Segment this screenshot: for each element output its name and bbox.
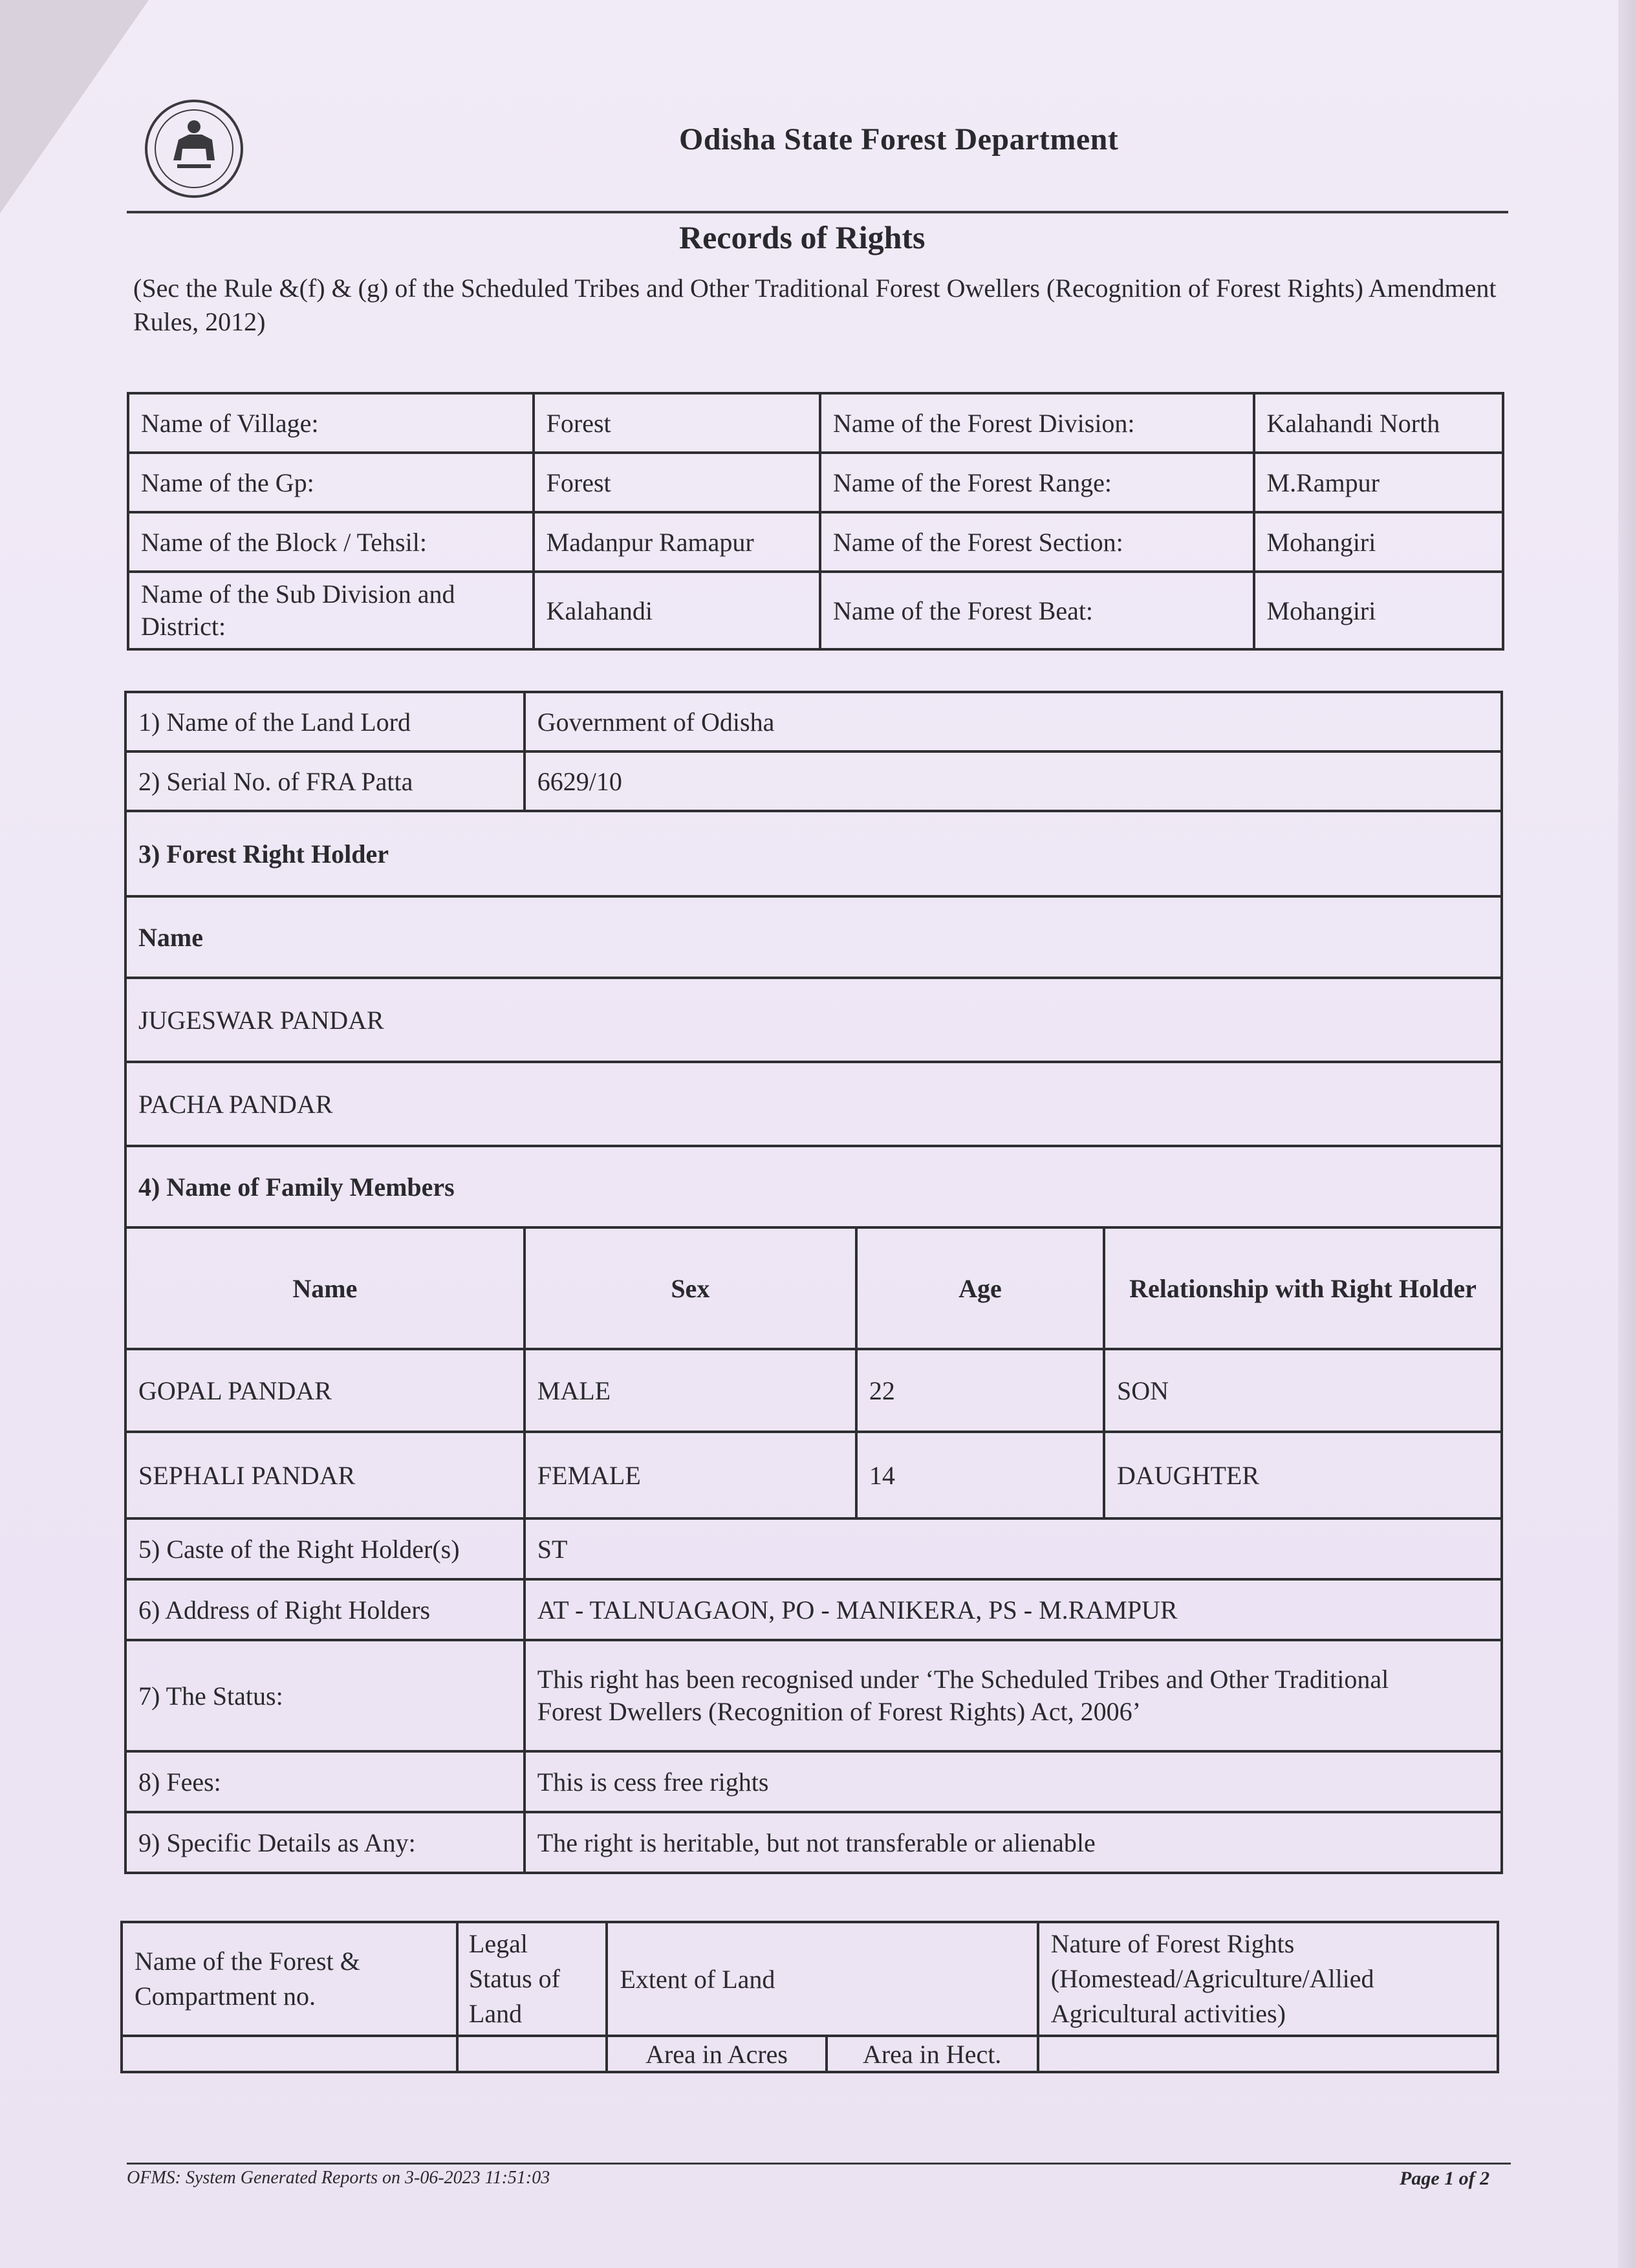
block-value: Madanpur Ramapur [534,512,820,572]
odisha-emblem-icon [142,97,246,200]
caste-label: 5) Caste of the Right Holder(s) [125,1518,525,1579]
block-label: Name of the Block / Tehsil: [128,512,534,572]
serial-value: 6629/10 [525,751,1502,811]
family-members-heading: 4) Name of Family Members [125,1146,1502,1227]
beat-label: Name of the Forest Beat: [820,572,1254,649]
status-label: 7) The Status: [125,1640,525,1751]
family-col-sex: Sex [525,1227,856,1349]
land-details-table [120,1921,1499,2073]
specific-details-value: The right is heritable, but not transferable or alienable [525,1812,1502,1873]
nature-of-rights-cell [1038,2036,1498,2072]
range-label: Name of the Forest Range: [820,453,1254,512]
document-title: Records of Rights [679,219,926,255]
holder-name-heading: Name [125,896,1502,978]
holder-name-row: PACHA PANDAR [125,1062,1502,1146]
landlord-value: Government of Odisha [525,692,1502,751]
family-col-name: Name [125,1227,525,1349]
document-subtitle: (Sec the Rule &(f) & (g) of the Scheduled Tribes and Other Traditional Forest Owellers (Recognition of Forest Rights) Amendment Rules, 2012) [133,274,1497,336]
specific-details-label: 9) Specific Details as Any: [125,1812,525,1873]
forest-compartment-cell [122,2036,457,2072]
landlord-label: 1) Name of the Land Lord [125,692,525,751]
section-label: Name of the Forest Section: [820,512,1254,572]
right-holder-heading: 3) Forest Right Holder [125,811,1502,896]
generated-timestamp: OFMS: System Generated Reports on 3-06-2023 11:51:03 [127,2168,550,2188]
nature-of-rights-header: Nature of Forest Rights (Homestead/Agriculture/Allied Agricultural activities) [1038,1922,1498,2036]
footer-rule [127,2163,1511,2165]
page-number: Page 1 of 2 [1400,2168,1490,2189]
family-relation: DAUGHTER [1104,1432,1502,1518]
holder-name-row: JUGESWAR PANDAR [125,978,1502,1062]
family-age: 22 [856,1349,1104,1432]
family-sex: FEMALE [525,1432,856,1518]
subdivision-label: Name of the Sub Division and District: [128,572,534,649]
serial-label: 2) Serial No. of FRA Patta [125,751,525,811]
family-sex: MALE [525,1349,856,1432]
address-label: 6) Address of Right Holders [125,1579,525,1640]
header-rule [127,211,1508,213]
legal-status-cell [457,2036,607,2072]
range-value: M.Rampur [1254,453,1504,512]
area-hect-header: Area in Hect. [827,2036,1038,2072]
family-age: 14 [856,1432,1104,1518]
subdivision-value: Kalahandi [534,572,820,649]
location-table [127,392,1504,651]
division-label: Name of the Forest Division: [820,393,1254,453]
address-value: AT - TALNUAGAON, PO - MANIKERA, PS - M.RAMPUR [525,1579,1502,1640]
beat-value: Mohangiri [1254,572,1504,649]
gp-label: Name of the Gp: [128,453,534,512]
section-value: Mohangiri [1254,512,1504,572]
department-name: Odisha State Forest Department [679,122,1119,157]
status-value [525,1640,1502,1751]
status-line: Forest Dwellers (Recognition of Forest Rights) Act, 2006’ [537,1697,1142,1726]
status-line: This right has been recognised under ‘The Scheduled Tribes and Other Traditional [537,1665,1389,1694]
caste-value: ST [525,1518,1502,1579]
area-acres-header: Area in Acres [607,2036,826,2072]
division-value: Kalahandi North [1254,393,1504,453]
gp-value: Forest [534,453,820,512]
extent-of-land-header: Extent of Land [607,1922,1037,2036]
folded-corner [0,0,149,213]
fees-label: 8) Fees: [125,1751,525,1812]
family-col-age: Age [856,1227,1104,1349]
family-name: SEPHALI PANDAR [125,1432,525,1518]
village-value: Forest [534,393,820,453]
family-name: GOPAL PANDAR [125,1349,525,1432]
fees-value: This is cess free rights [525,1751,1502,1812]
legal-status-header: Legal Status of Land [457,1922,607,2036]
family-relation: SON [1104,1349,1502,1432]
forest-compartment-header: Name of the Forest & Compartment no. [122,1922,457,2036]
village-label: Name of Village: [128,393,534,453]
rights-record-table [124,691,1503,1874]
family-row [125,1349,1502,1432]
family-row [125,1432,1502,1518]
family-col-relationship: Relationship with Right Holder [1104,1227,1502,1349]
page-edge [1618,0,1635,2268]
